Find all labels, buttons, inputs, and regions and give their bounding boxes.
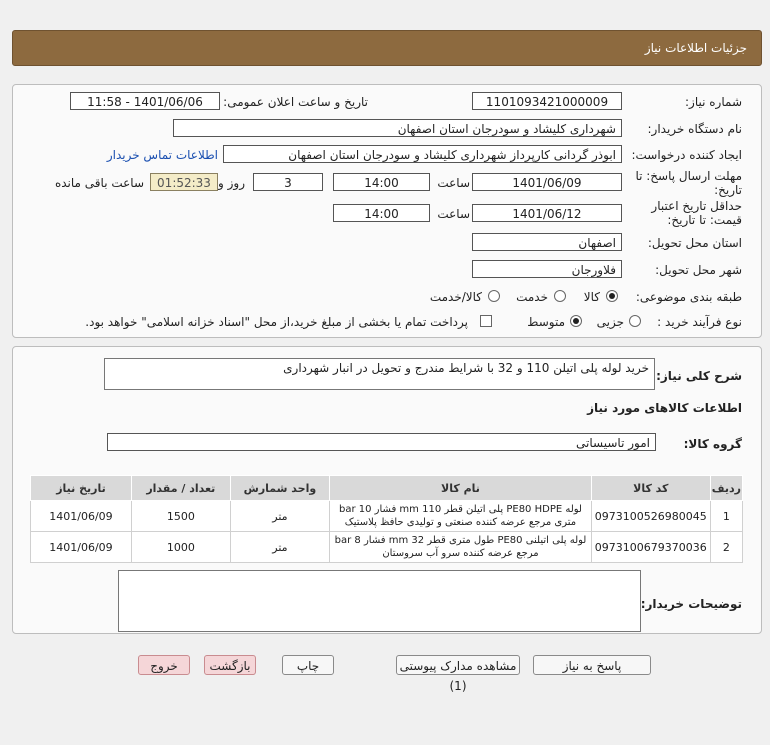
category-option-goods-service: کالا/خدمت: [429, 290, 482, 304]
buyer-notes-field: [118, 570, 641, 632]
summary-label: شرح کلی نیاز:: [656, 369, 742, 383]
page-header: [12, 30, 762, 66]
announce-label: تاریخ و ساعت اعلان عمومی:: [223, 95, 368, 109]
province-field: اصفهان: [472, 233, 622, 251]
col-code: کد کالا: [591, 476, 710, 501]
process-option-minor: جزیی: [596, 315, 624, 329]
col-name: نام کالا: [330, 476, 592, 501]
cell-name: لوله پلی اتیلنی PE80 طول متری قطر 32 mm فشار 8 bar مرجع عرضه کننده سرو آب سروستان: [330, 532, 592, 563]
cell-name: لوله PE80 HDPE پلی اتیلن قطر 110 mm فشار 10 bar متری مرجع عرضه کننده صنعتی و تولیدی حافظ پلاستیک: [330, 501, 592, 532]
reply-button[interactable]: پاسخ به نیاز: [533, 655, 651, 675]
cell-row: 2: [710, 532, 742, 563]
process-label: نوع فرآیند خرید :: [657, 315, 742, 329]
print-button[interactable]: چاپ: [282, 655, 334, 675]
cell-date: 1401/06/09: [31, 501, 132, 532]
province-label: استان محل تحویل:: [647, 236, 742, 250]
remaining-label: ساعت باقی مانده: [54, 176, 144, 190]
table-row: [31, 532, 743, 563]
cell-unit: متر: [230, 501, 329, 532]
page-title: جزئیات اطلاعات نیاز: [644, 41, 747, 55]
cell-date: 1401/06/09: [31, 532, 132, 563]
validity-date-field: 1401/06/12: [472, 204, 622, 222]
deadline-label-line1: مهلت ارسال پاسخ: تا: [635, 169, 742, 183]
validity-time-field: 14:00: [333, 204, 430, 222]
deadline-label: [635, 169, 742, 197]
cell-qty: 1500: [131, 501, 230, 532]
cell-unit: متر: [230, 532, 329, 563]
validity-label: [651, 199, 742, 227]
days-field: 3: [253, 173, 323, 191]
need-number-field: 1101093421000009: [472, 92, 622, 110]
col-qty: تعداد / مقدار: [131, 476, 230, 501]
table-row: [31, 501, 743, 532]
process-radio-medium[interactable]: [570, 315, 582, 327]
validity-label-line1: حداقل تاریخ اعتبار: [651, 199, 742, 213]
deadline-time-label: ساعت: [437, 176, 470, 190]
treasury-checkbox[interactable]: [480, 315, 492, 327]
category-label: طبقه بندی موضوعی:: [635, 290, 742, 304]
col-row: ردیف: [710, 476, 742, 501]
days-label: روز و: [218, 176, 245, 190]
view-documents-button[interactable]: مشاهده مدارک پیوستی (1): [396, 655, 520, 675]
category-option-goods: کالا: [583, 290, 600, 304]
table-header-row: [31, 476, 743, 501]
deadline-date-field: 1401/06/09: [472, 173, 622, 191]
remaining-time-field: 01:52:33: [150, 173, 218, 191]
category-radio-goods[interactable]: [606, 290, 618, 302]
need-number-label: شماره نیاز:: [685, 95, 742, 109]
contact-buyer-link[interactable]: اطلاعات تماس خریدار: [106, 148, 218, 162]
col-unit: واحد شمارش: [230, 476, 329, 501]
cell-code: 0973100679370036: [591, 532, 710, 563]
category-radio-goods-service[interactable]: [488, 290, 500, 302]
creator-field: ابوذر گردانی کارپرداز شهرداری کلیشاد و سودرجان استان اصفهان: [223, 145, 622, 163]
buyer-notes-label: توضیحات خریدار:: [640, 597, 742, 611]
buyer-org-label: نام دستگاه خریدار:: [647, 122, 742, 136]
city-label: شهر محل تحویل:: [655, 263, 742, 277]
payment-note: پرداخت تمام یا بخشی از مبلغ خرید،از محل "اسناد خزانه اسلامی" خواهد بود.: [85, 315, 468, 329]
col-date: تاریخ نیاز: [31, 476, 132, 501]
process-option-medium: متوسط: [527, 315, 565, 329]
goods-table: [30, 475, 743, 563]
creator-label: ایجاد کننده درخواست:: [631, 148, 742, 162]
goods-info-title: اطلاعات کالاهای مورد نیاز: [587, 401, 742, 415]
category-option-service: خدمت: [516, 290, 548, 304]
process-radio-minor[interactable]: [629, 315, 641, 327]
cell-qty: 1000: [131, 532, 230, 563]
back-button[interactable]: بازگشت: [204, 655, 256, 675]
validity-label-line2: قیمت: تا تاریخ:: [667, 213, 742, 227]
cell-row: 1: [710, 501, 742, 532]
summary-field: خرید لوله پلی اتیلن 110 و 32 با شرایط مندرج و تحویل در انبار شهرداری: [104, 358, 655, 390]
exit-button[interactable]: خروج: [138, 655, 190, 675]
deadline-label-line2: تاریخ:: [714, 183, 742, 197]
category-radio-service[interactable]: [554, 290, 566, 302]
cell-code: 0973100526980045: [591, 501, 710, 532]
goods-group-field: امور تاسیساتی: [107, 433, 656, 451]
city-field: فلاورجان: [472, 260, 622, 278]
buyer-org-field: شهرداری کلیشاد و سودرجان استان اصفهان: [173, 119, 622, 137]
deadline-time-field: 14:00: [333, 173, 430, 191]
announce-field: 1401/06/06 - 11:58: [70, 92, 220, 110]
goods-group-label: گروه کالا:: [683, 437, 742, 451]
validity-time-label: ساعت: [437, 207, 470, 221]
